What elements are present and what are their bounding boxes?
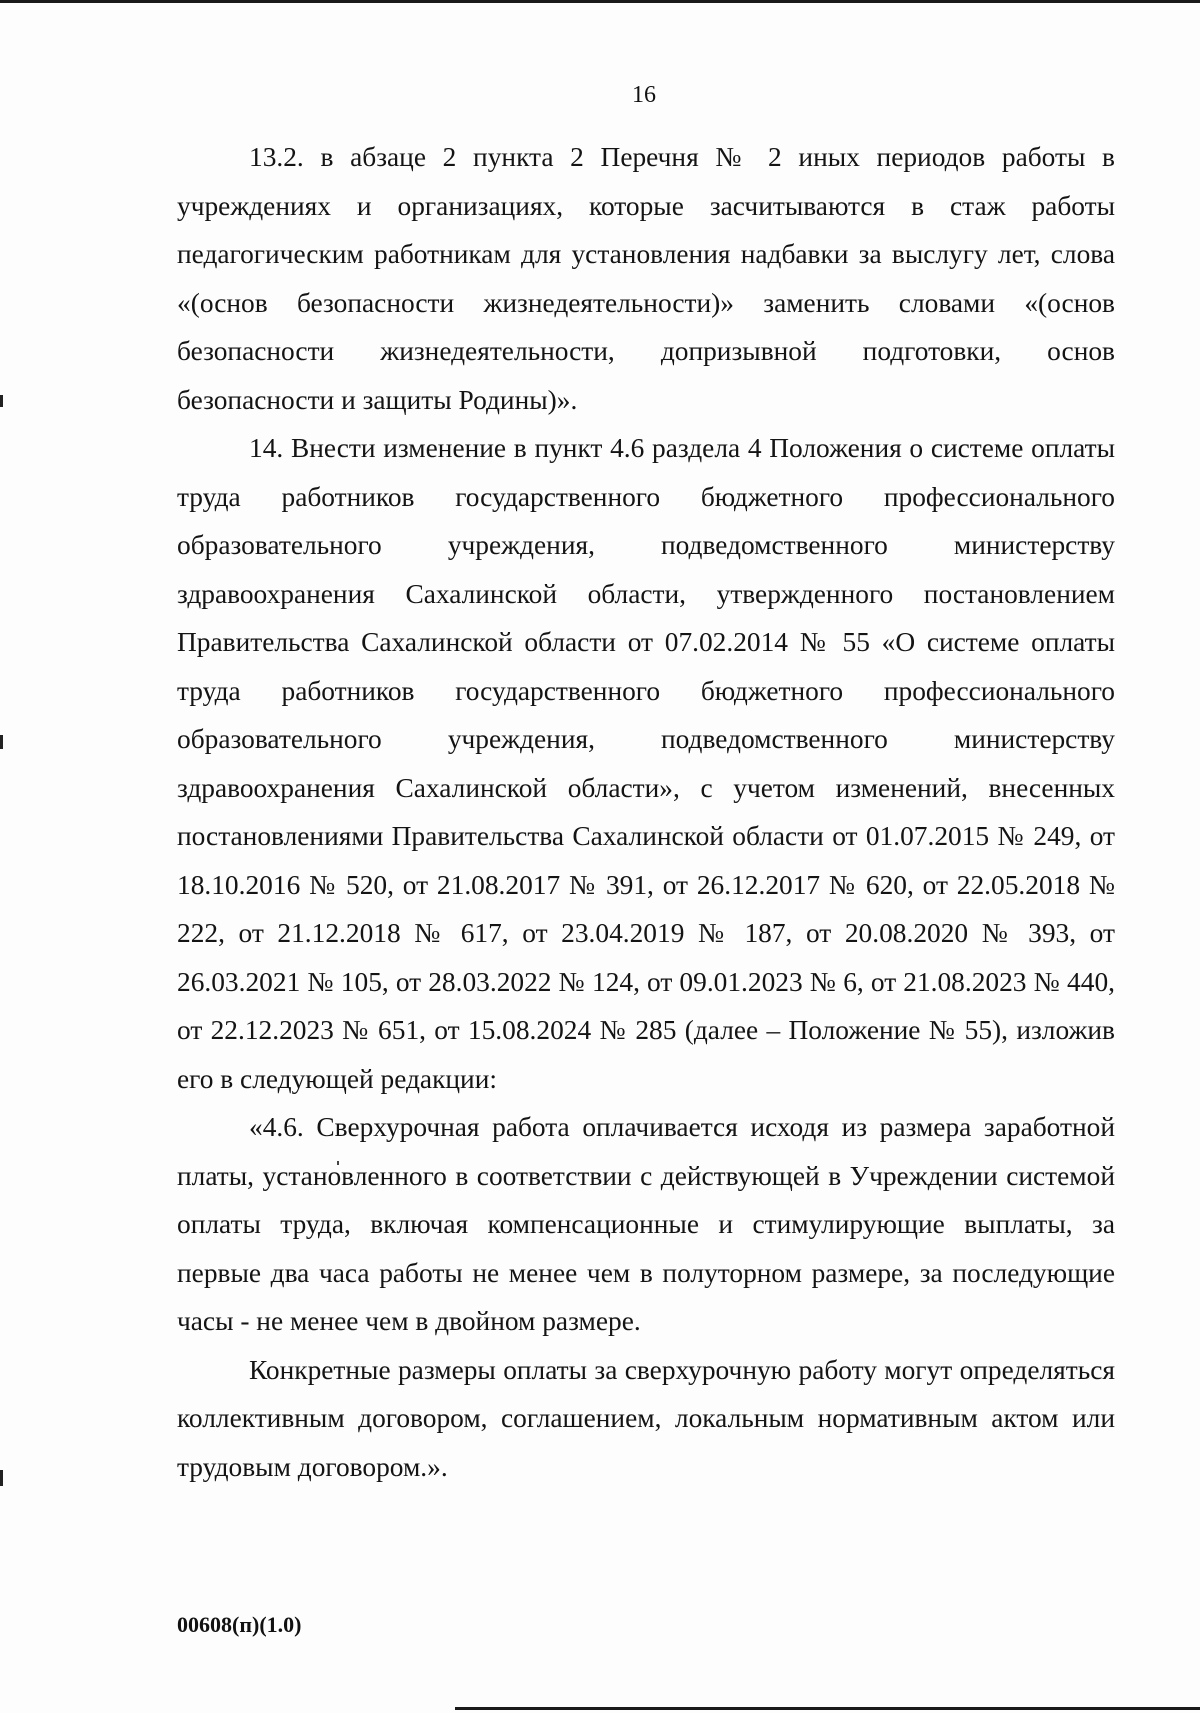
paragraph-specific-payment: Конкретные размеры оплаты за сверхурочную работу могут определяться коллективным договором, соглашением, локальным нормативным актом или трудовым договором.». — [177, 1354, 1115, 1482]
scan-top-edge — [0, 0, 1200, 3]
page-number: 16 — [632, 82, 656, 108]
scan-left-mark — [0, 735, 3, 749]
paragraph-13-2: 13.2. в абзаце 2 пункта 2 Перечня № 2 иных периодов работы в учреждениях и организациях, которые засчитываются в стаж работы педагогическим работникам для установления надбавки за выслугу лет, слова «(основ безопасности жизнедеятельности)» заменить словами «(основ безопасности жизнедеятельности, допризывной подготовки, основ безопасности и защиты Родины)». — [177, 142, 1115, 415]
document-body — [177, 133, 1115, 1491]
scan-bottom-edge — [455, 1707, 1200, 1710]
scan-left-mark — [0, 395, 3, 407]
paragraph-4-6: «4.6. Сверхурочная работа оплачивается исходя из размера заработной платы, установленного в соответствии с действующей в Учреждении системой оплаты труда, включая компенсационные и стимулирующие выплаты, за первые два часа работы не менее чем в полуторном размере, за последующие часы - не менее чем в двойном размере. — [177, 1112, 1115, 1336]
scan-left-mark — [0, 1470, 3, 1486]
document-code: 00608(п)(1.0) — [177, 1612, 302, 1637]
paragraph-14: 14. Внести изменение в пункт 4.6 раздела 4 Положения о системе оплаты труда работников государственного бюджетного профессионального образовательного учреждения, подведомственного министерству здравоохранения Сахалинской области, утвержденного постановлением Правительства Сахалинской области от 07.02.2014 № 55 «О системе оплаты труда работников государственного бюджетного профессионального образовательного учреждения, подведомственного министерству здравоохранения Сахалинской области», с учетом изменений, внесенных постановлениями Правительства Сахалинской области от 01.07.2015 № 249, от 18.10.2016 № 520, от 21.08.2017 № 391, от 26.12.2017 № 620, от 22.05.2018 № 222, от 21.12.2018 № 617, от 23.04.2019 № 187, от 20.08.2020 № 393, от 26.03.2021 № 105, от 28.03.2022 № 124, от 09.01.2023 № 6, от 21.08.2023 № 440, от 22.12.2023 № 651, от 15.08.2024 № 285 (далее – Положение № 55), изложив его в следующей редакции: — [177, 433, 1115, 1094]
